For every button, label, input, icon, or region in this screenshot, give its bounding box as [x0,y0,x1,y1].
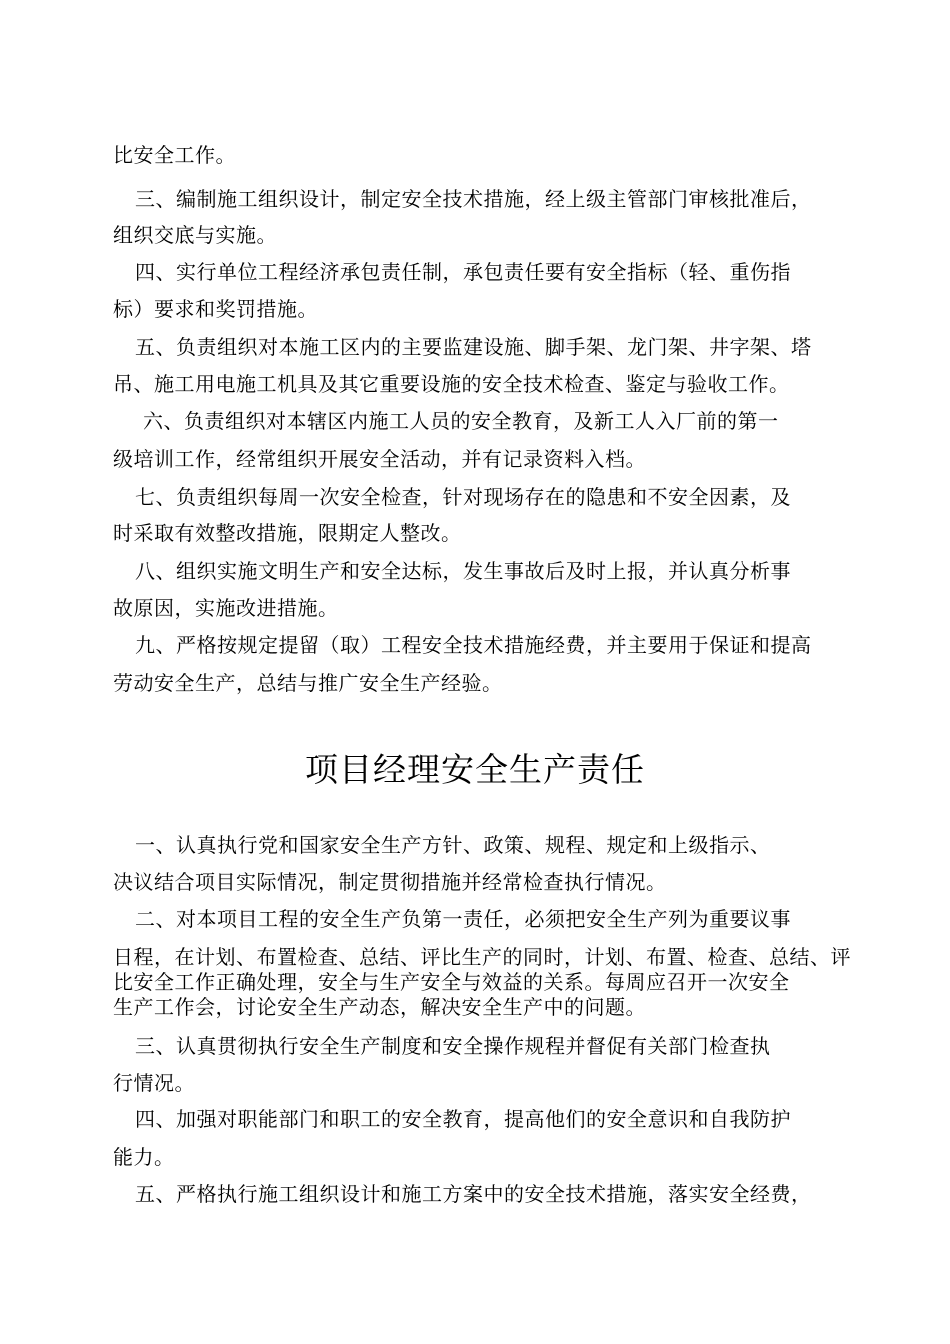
text-line: 七、负责组织每周一次安全检查，针对现场存在的隐患和不安全因素，及 [135,485,791,509]
text-line: 能力。 [113,1145,175,1169]
text-line: 吊、施工用电施工机具及其它重要设施的安全技术检查、鉴定与验收工作。 [113,372,790,396]
text-line: 一、认真执行党和国家安全生产方针、政策、规程、规定和上级指示、 [135,833,771,857]
text-line: 三、编制施工组织设计，制定安全技术措施，经上级主管部门审核批准后， [135,187,812,211]
text-line: 四、加强对职能部门和职工的安全教育，提高他们的安全意识和自我防护 [135,1107,791,1131]
text-line: 五、负责组织对本施工区内的主要监建设施、脚手架、龙门架、井字架、塔 [135,335,812,359]
text-line: 级培训工作，经常组织开展安全活动，并有记录资料入档。 [113,447,646,471]
text-line: 生产工作会，讨论安全生产动态，解决安全生产中的问题。 [113,995,646,1019]
text-line: 决议结合项目实际情况，制定贯彻措施并经常检查执行情况。 [113,870,667,894]
text-line: 时采取有效整改措施，限期定人整改。 [113,521,462,545]
text-line: 比安全工作。 [113,143,236,167]
text-line: 三、认真贯彻执行安全生产制度和安全操作规程并督促有关部门检查执 [135,1034,771,1058]
text-line: 四、实行单位工程经济承包责任制，承包责任要有安全指标（轻、重伤指 [135,260,791,284]
text-line: 八、组织实施文明生产和安全达标，发生事故后及时上报，并认真分析事 [135,559,791,583]
text-line: 二、对本项目工程的安全生产负第一责任，必须把安全生产列为重要议事 [135,907,791,931]
text-line: 劳动安全生产，总结与推广安全生产经验。 [113,671,503,695]
text-line: 比安全工作正确处理，安全与生产安全与效益的关系。每周应召开一次安全 [113,970,790,994]
text-line: 五、严格执行施工组织设计和施工方案中的安全技术措施，落实安全经费， [135,1182,812,1206]
text-line: 六、负责组织对本辖区内施工人员的安全教育，及新工人入厂前的第一 [143,409,779,433]
section-title: 项目经理安全生产责任 [305,750,645,789]
text-line: 故原因，实施改进措施。 [113,596,339,620]
text-line: 行情况。 [113,1071,195,1095]
text-line: 组织交底与实施。 [113,223,277,247]
text-line: 标）要求和奖罚措施。 [113,297,318,321]
text-line: 日程，在计划、布置检查、总结、评比生产的同时，计划、布置、检查、总结、评 [113,945,851,969]
text-line: 九、严格按规定提留（取）工程安全技术措施经费，并主要用于保证和提高 [135,633,812,657]
